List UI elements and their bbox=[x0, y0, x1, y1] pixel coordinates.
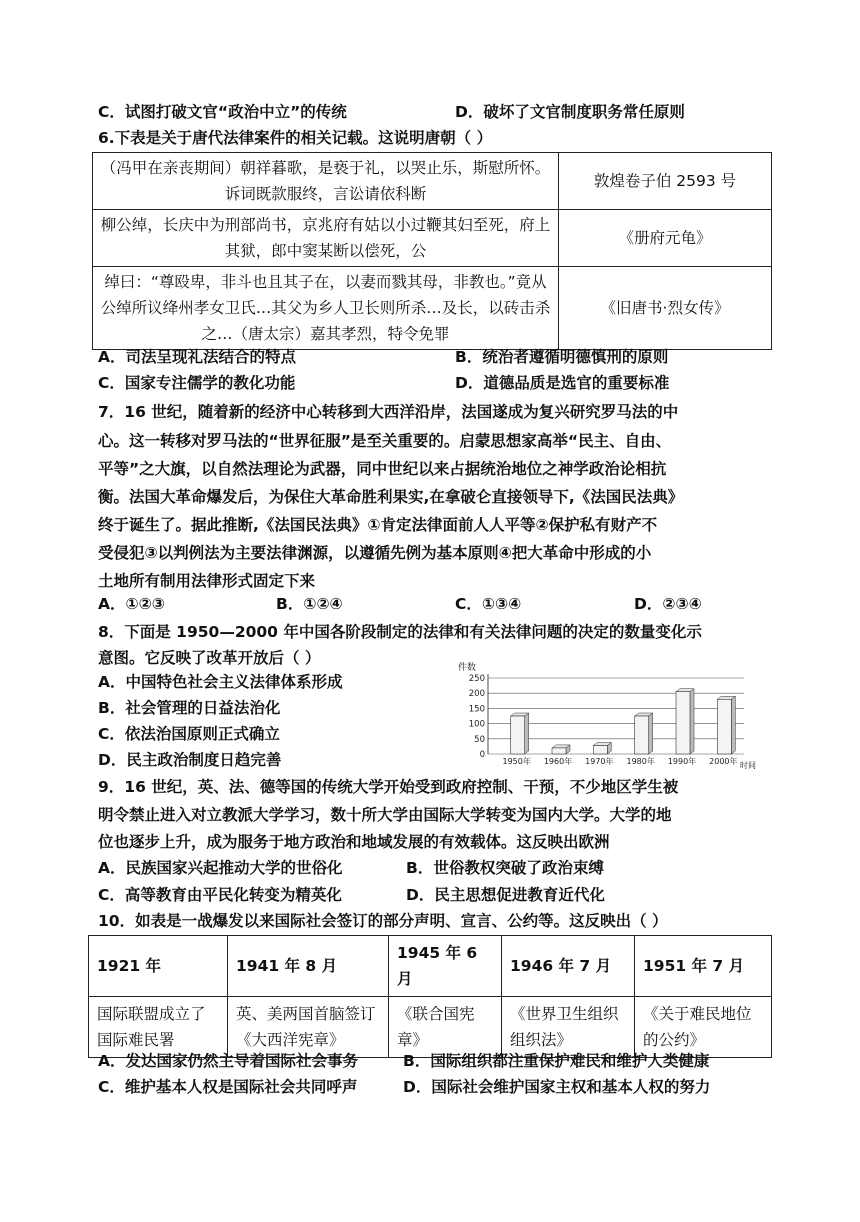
y-tick-label: 100 bbox=[468, 719, 485, 730]
q6-table bbox=[92, 152, 772, 350]
table-header-row bbox=[89, 936, 772, 997]
bar bbox=[511, 716, 525, 754]
bar bbox=[552, 748, 566, 754]
question-9-line1: 9．16 世纪，英、法、德等国的传统大学开始受到政府控制、干预，不少地区学生被 bbox=[98, 778, 679, 796]
q6-row1-text: （冯甲在亲丧期间）朝祥暮歌，是亵于礼，以哭止乐，斯慰所怀。诉词既款服终，言讼请依科断 bbox=[93, 153, 559, 210]
x-tick-label: 1950年 bbox=[502, 757, 531, 766]
bar bbox=[717, 699, 731, 754]
option-6c: C．国家专注儒学的教化功能 bbox=[98, 374, 296, 392]
q10-header-3: 1945 年 6 月 bbox=[389, 936, 502, 997]
question-7-line7: 土地所有制用法律形式固定下来 bbox=[98, 572, 316, 590]
x-tick-label: 1980年 bbox=[626, 757, 655, 766]
bar-side bbox=[731, 696, 735, 754]
q10-cell-5: 《关于难民地位的公约》 bbox=[635, 997, 772, 1058]
question-9-line3: 位也逐步上升，成为服务于地方政治和地域发展的有效载体。这反映出欧洲 bbox=[98, 833, 610, 851]
q10-cell-1: 国际联盟成立了国际难民署 bbox=[89, 997, 228, 1058]
law-count-chart bbox=[456, 660, 766, 772]
option-8c: C．依法治国原则正式确立 bbox=[98, 725, 280, 743]
question-9-line2: 明令禁止进入对立教派大学学习，数十所大学由国际大学转变为国内大学。大学的地 bbox=[98, 806, 672, 824]
q10-header-1: 1921 年 bbox=[89, 936, 228, 997]
table-row bbox=[93, 267, 772, 350]
question-7-line3: 平等”之大旗，以自然法理论为武器，同中世纪以来占据统治地位之神学政治论相抗 bbox=[98, 460, 667, 478]
question-8-line2: 意图。它反映了改革开放后（ ） bbox=[98, 649, 321, 667]
q6-row3-text: 绰曰：“尊殴卑，非斗也且其子在，以妻而戮其母，非教也。”竟从公绰所议绛州孝女卫氏…其父为乡人卫长则所杀…及长，以砖击杀之…（唐太宗）嘉其孝烈，特令免罪 bbox=[93, 267, 559, 350]
x-tick-label: 2000年 bbox=[709, 757, 738, 766]
option-6d: D．道德品质是选官的重要标准 bbox=[455, 374, 670, 392]
y-tick-label: 150 bbox=[468, 704, 485, 715]
q10-cell-4: 《世界卫生组织组织法》 bbox=[502, 997, 635, 1058]
bar-side bbox=[649, 713, 653, 754]
y-tick-label: 0 bbox=[479, 750, 485, 760]
table-row bbox=[89, 997, 772, 1058]
q10-header-4: 1946 年 7 月 bbox=[502, 936, 635, 997]
x-tick-label: 1990年 bbox=[667, 757, 697, 766]
option-7d: D．②③④ bbox=[634, 595, 702, 613]
table-row bbox=[93, 153, 772, 210]
q10-cell-3: 《联合国宪章》 bbox=[389, 997, 502, 1058]
option-9d: D．民主思想促进教育近代化 bbox=[406, 886, 605, 904]
question-7-line1: 7．16 世纪，随着新的经济中心转移到大西洋沿岸，法国遂成为复兴研究罗马法的中 bbox=[98, 403, 679, 421]
x-tick-label: 1960年 bbox=[543, 757, 573, 766]
option-8d: D．民主政治制度日趋完善 bbox=[98, 751, 282, 769]
x-tick-label: 1970年 bbox=[585, 757, 614, 766]
option-5d: D．破坏了文官制度职务常任原则 bbox=[455, 103, 685, 121]
q10-cell-2: 英、美两国首脑签订《大西洋宪章》 bbox=[228, 997, 389, 1058]
q10-table bbox=[88, 935, 772, 1058]
bar bbox=[635, 716, 649, 754]
option-8a: A．中国特色社会主义法律体系形成 bbox=[98, 673, 343, 691]
y-axis-label: 件数 bbox=[458, 663, 477, 673]
y-tick-label: 50 bbox=[474, 734, 485, 745]
option-9a: A．民族国家兴起推动大学的世俗化 bbox=[98, 859, 343, 877]
question-6: 6.下表是关于唐代法律案件的相关记载。这说明唐朝（ ） bbox=[98, 129, 493, 147]
option-10b: B．国际组织都注重保护难民和维护人类健康 bbox=[403, 1052, 710, 1070]
question-7-line4: 衡。法国大革命爆发后，为保住大革命胜利果实,在拿破仑直接领导下,《法国民法典》 bbox=[98, 488, 684, 506]
q10-header-5: 1951 年 7 月 bbox=[635, 936, 772, 997]
option-5c: C．试图打破文官“政治中立”的传统 bbox=[98, 103, 347, 121]
bar bbox=[593, 745, 607, 754]
option-7a: A．①②③ bbox=[98, 595, 165, 613]
bar-side bbox=[690, 689, 694, 754]
option-6a: A．司法呈现礼法结合的特点 bbox=[98, 348, 296, 366]
question-7-line6: 受侵犯③以判例法为主要法律渊源，以遵循先例为基本原则④把大革命中形成的小 bbox=[98, 544, 652, 562]
bar bbox=[676, 692, 690, 754]
option-10a: A．发达国家仍然主导着国际社会事务 bbox=[98, 1052, 358, 1070]
q6-row2-source: 《册府元龟》 bbox=[559, 210, 772, 267]
q10-header-2: 1941 年 8 月 bbox=[228, 936, 389, 997]
question-7-line5: 终于诞生了。据此推断,《法国民法典》①肯定法律面前人人平等②保护私有财产不 bbox=[98, 516, 658, 534]
x-axis-label: 时间 bbox=[740, 761, 756, 770]
option-9b: B．世俗教权突破了政治束缚 bbox=[406, 859, 604, 877]
option-7c: C．①③④ bbox=[455, 595, 522, 613]
question-7-line2: 心。这一转移对罗马法的“世界征服”是至关重要的。启蒙思想家高举“民主、自由、 bbox=[98, 432, 672, 450]
y-tick-label: 200 bbox=[468, 689, 485, 700]
q6-row3-source: 《旧唐书·烈女传》 bbox=[559, 267, 772, 350]
question-8-line1: 8．下面是 1950—2000 年中国各阶段制定的法律和有关法律问题的决定的数量变化示 bbox=[98, 623, 702, 641]
q6-row1-source: 敦煌卷子伯 2593 号 bbox=[559, 153, 772, 210]
option-8b: B．社会管理的日益法治化 bbox=[98, 699, 281, 717]
question-10: 10．如表是一战爆发以来国际社会签订的部分声明、宣言、公约等。这反映出（ ） bbox=[98, 912, 668, 930]
option-6b: B．统治者遵循明德慎刑的原则 bbox=[455, 348, 669, 366]
table-row bbox=[93, 210, 772, 267]
option-10d: D．国际社会维护国家主权和基本人权的努力 bbox=[403, 1078, 711, 1096]
option-9c: C．高等教育由平民化转变为精英化 bbox=[98, 886, 342, 904]
option-10c: C．维护基本人权是国际社会共同呼声 bbox=[98, 1078, 358, 1096]
y-tick-label: 250 bbox=[468, 674, 485, 684]
option-7b: B．①②④ bbox=[276, 595, 343, 613]
q6-row2-text: 柳公绰，长庆中为刑部尚书，京兆府有姑以小过鞭其妇至死，府上其狱，郎中窦某断以偿死，公 bbox=[93, 210, 559, 267]
bar-side bbox=[525, 713, 529, 754]
